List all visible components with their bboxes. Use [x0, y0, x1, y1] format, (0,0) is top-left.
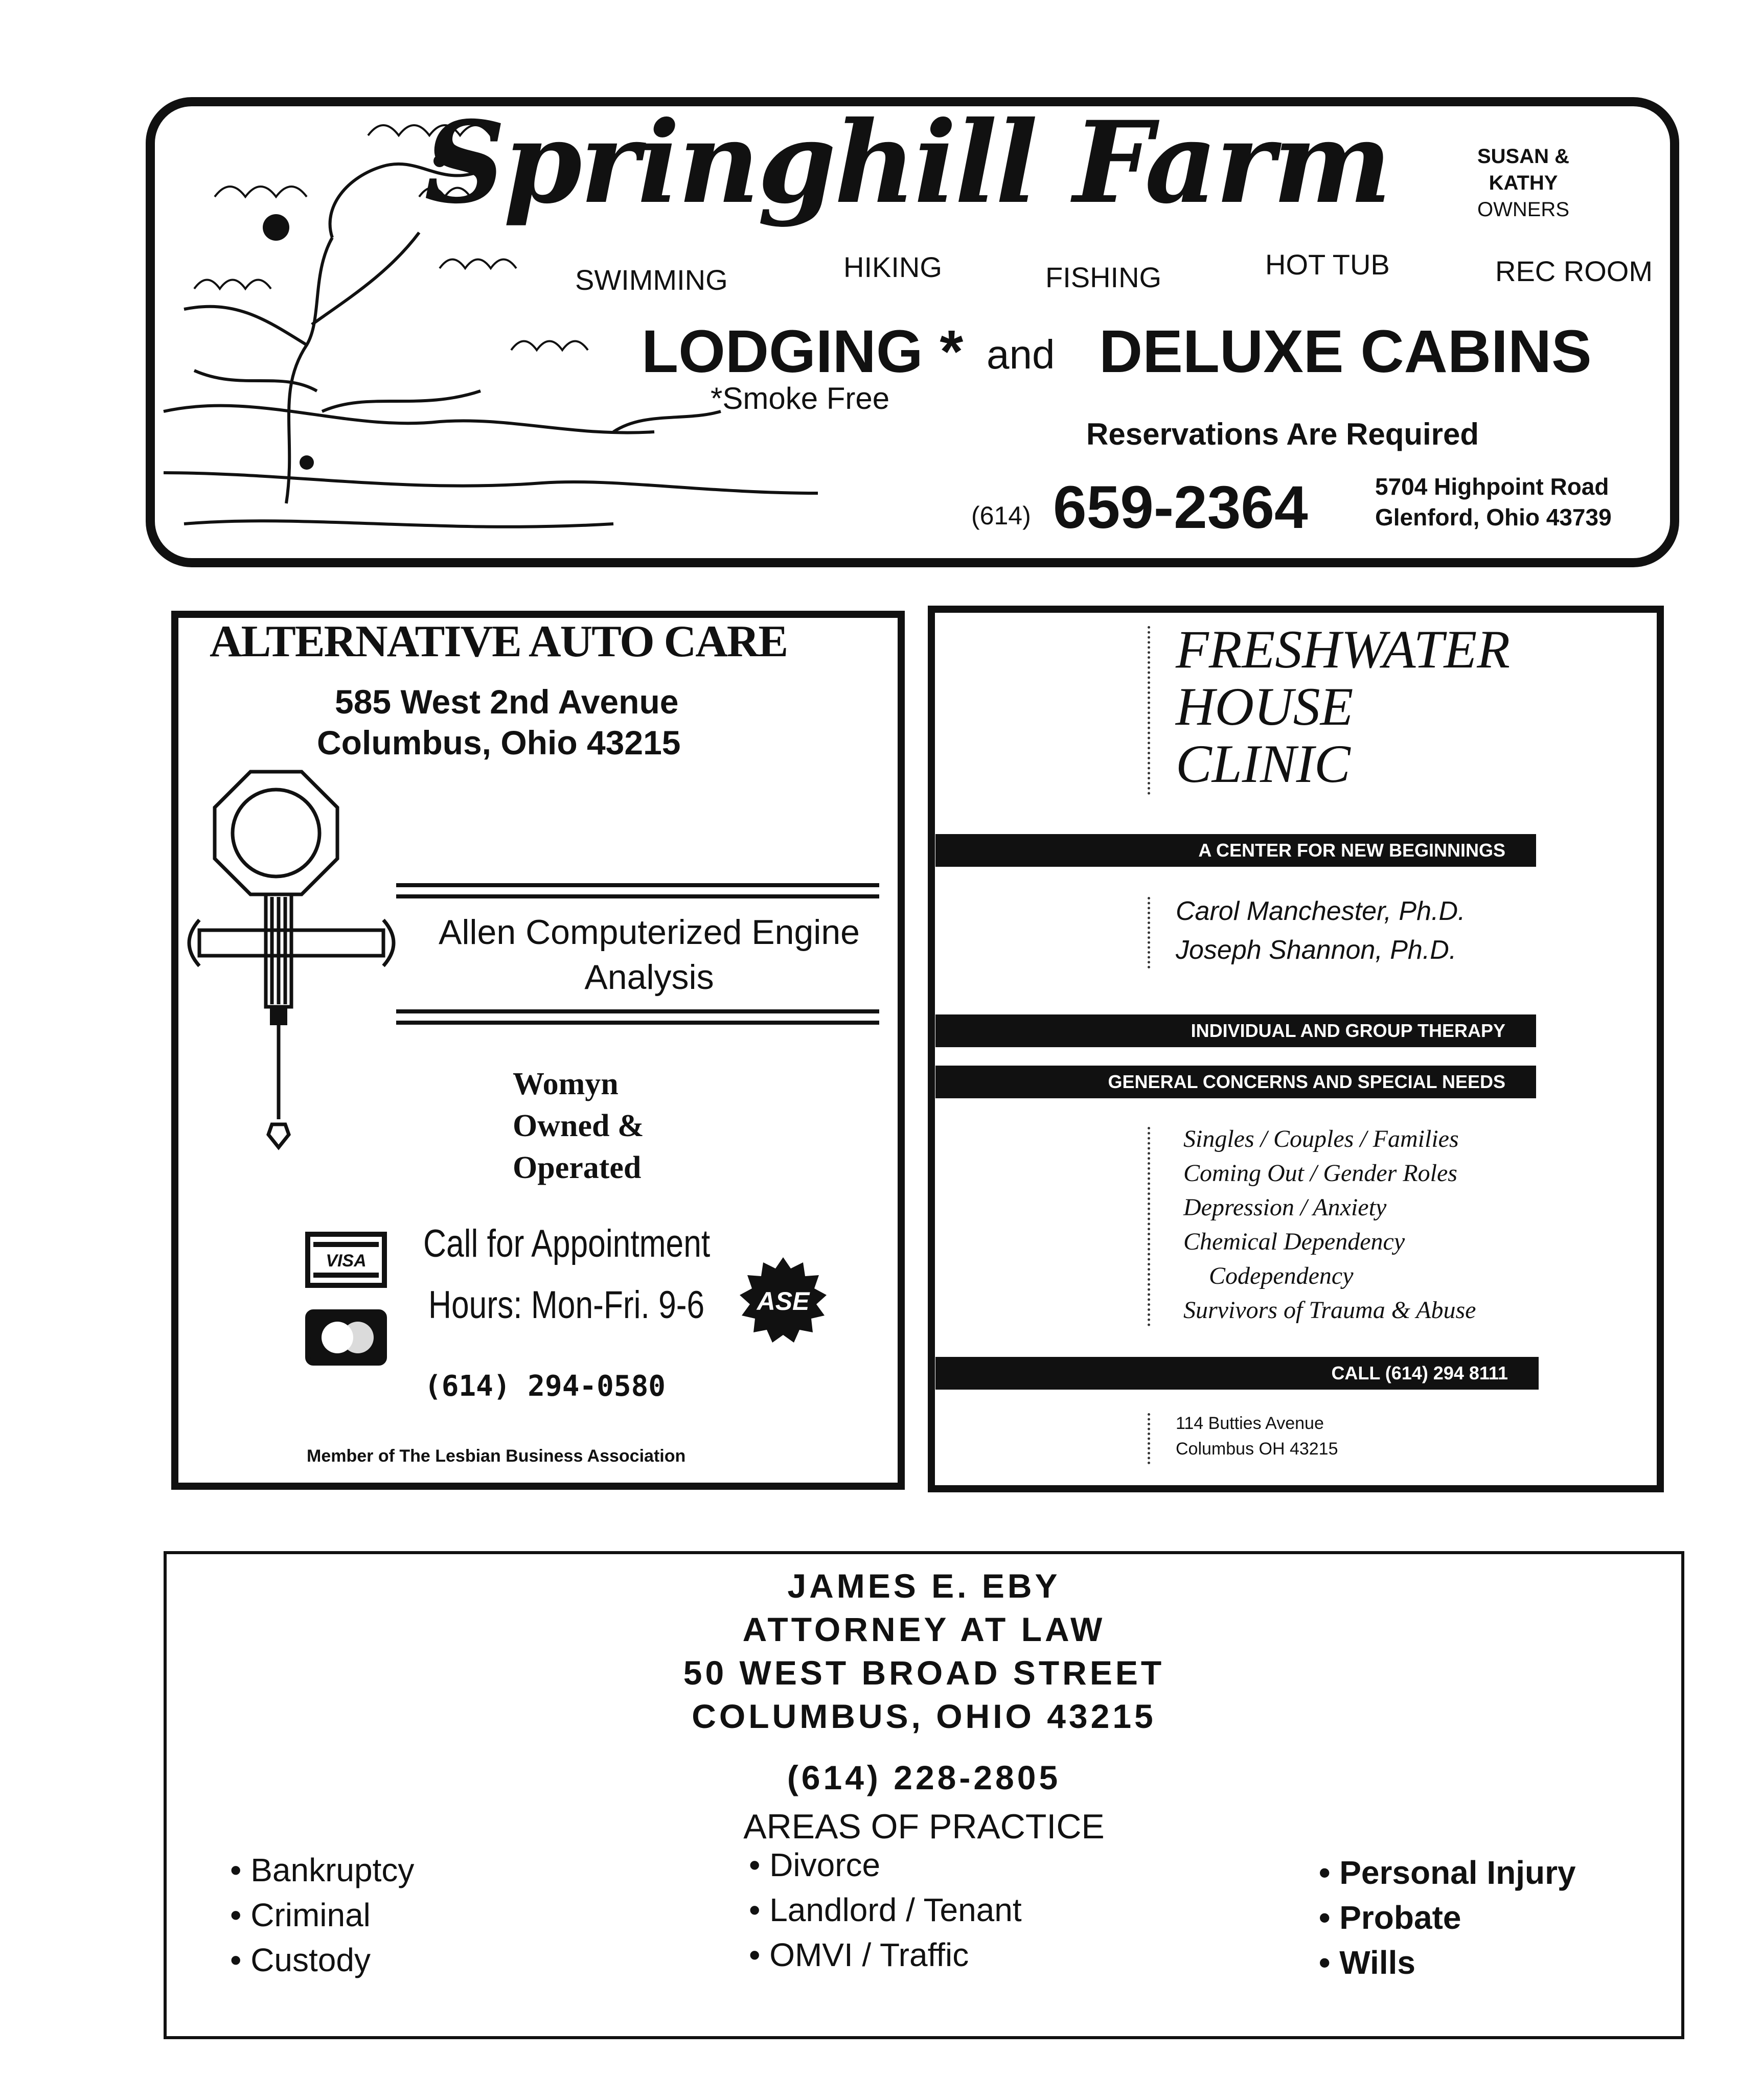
analysis-line: Allen Computerized Engine [438, 913, 860, 952]
clinic-address [1176, 1411, 1338, 1462]
call-bar: CALL (614) 294 8111 [935, 1357, 1539, 1390]
visa-label: VISA [326, 1251, 367, 1271]
doctor-name: Carol Manchester, Ph.D. [1176, 896, 1466, 926]
clinic-title-line: CLINIC [1176, 734, 1351, 794]
practice-item: • Bankruptcy [230, 1852, 415, 1888]
member-association: Member of The Lesbian Business Association [307, 1446, 686, 1466]
farm-address-city: Glenford, Ohio 43739 [1375, 504, 1612, 530]
womyn-line: Operated [513, 1150, 642, 1185]
auto-title: ALTERNATIVE AUTO CARE [210, 617, 788, 666]
auto-phone: (614) 294-0580 [424, 1370, 666, 1403]
practice-item: • OMVI / Traffic [749, 1936, 969, 1973]
ase-label: ASE [757, 1287, 810, 1316]
general-concerns-bar: GENERAL CONCERNS AND SPECIAL NEEDS [935, 1066, 1536, 1098]
attorney-name: JAMES E. EBY [787, 1567, 1061, 1605]
attorney-street: 50 WEST BROAD STREET [683, 1654, 1165, 1692]
auto-hours: Hours: Mon-Fri. 9-6 [428, 1283, 705, 1327]
practice-column-3 [1319, 1850, 1576, 1985]
auto-address-city: Columbus, Ohio 43215 [317, 724, 681, 761]
attorney-phone: (614) 228-2805 [787, 1759, 1061, 1796]
concern-item: Coming Out / Gender Roles [1183, 1160, 1457, 1187]
tagline-bar: A CENTER FOR NEW BEGINNINGS [935, 834, 1536, 867]
owner-line: SUSAN & [1477, 145, 1570, 168]
practice-item: • Personal Injury [1319, 1854, 1576, 1891]
practice-item: • Criminal [230, 1897, 371, 1933]
amenity-rec-room: REC ROOM [1495, 255, 1653, 287]
dotted-rule [1148, 1413, 1150, 1464]
divider-line [396, 1021, 879, 1025]
smoke-free-note: *Smoke Free [711, 381, 890, 416]
clinic-doctors [1176, 892, 1465, 970]
cabins-heading: DELUXE CABINS [1099, 318, 1592, 385]
call-for-appointment: Call for Appointment [423, 1222, 711, 1265]
visa-card-icon [305, 1232, 387, 1288]
clinic-address-line: Columbus OH 43215 [1176, 1439, 1338, 1459]
womyn-owned-text [513, 1063, 644, 1189]
practice-item: • Divorce [749, 1847, 881, 1883]
amenity-hiking: HIKING [843, 251, 942, 283]
practice-column-2 [749, 1842, 1022, 1977]
engine-analysis-text [409, 910, 889, 1000]
dotted-rule [1148, 1127, 1150, 1326]
mastercard-icon [305, 1309, 387, 1366]
therapy-bar: INDIVIDUAL AND GROUP THERAPY [935, 1014, 1536, 1047]
amenity-swimming: SWIMMING [575, 264, 728, 296]
amenity-fishing: FISHING [1045, 261, 1162, 293]
clinic-title-line: FRESHWATER [1176, 619, 1510, 679]
clinic-title-line: HOUSE [1176, 677, 1354, 736]
clinic-title [1176, 621, 1510, 793]
concern-item: Depression / Anxiety [1183, 1194, 1387, 1221]
practice-item: • Landlord / Tenant [749, 1891, 1022, 1928]
practice-item: • Probate [1319, 1899, 1461, 1936]
attorney-title: ATTORNEY AT LAW [742, 1610, 1106, 1648]
reservations-note: Reservations Are Required [1086, 417, 1479, 451]
clinic-concerns-list [1183, 1122, 1476, 1327]
farm-owners [1472, 143, 1574, 223]
amenity-hot-tub: HOT TUB [1265, 248, 1390, 281]
dotted-rule [1148, 626, 1150, 795]
lodging-heading: LODGING * [642, 318, 964, 385]
practice-column-1 [230, 1848, 414, 1982]
and-word: and [987, 332, 1055, 377]
divider-line [396, 894, 879, 898]
owner-line: OWNERS [1477, 198, 1569, 221]
ase-badge-icon [739, 1257, 828, 1347]
owner-line: KATHY [1489, 172, 1558, 194]
concern-item: Singles / Couples / Families [1183, 1125, 1459, 1152]
clinic-address-line: 114 Butties Avenue [1176, 1414, 1324, 1433]
divider-line [396, 1009, 879, 1013]
areas-of-practice-heading: AREAS OF PRACTICE [743, 1807, 1105, 1846]
attorney-city: COLUMBUS, OHIO 43215 [692, 1697, 1156, 1735]
farm-title: Springhill Farm [424, 96, 1390, 228]
concern-item: Chemical Dependency [1183, 1228, 1405, 1255]
dotted-rule [1148, 897, 1150, 968]
concern-item: Survivors of Trauma & Abuse [1183, 1297, 1476, 1324]
practice-item: • Custody [230, 1942, 371, 1978]
divider-line [396, 883, 879, 887]
farm-phone: 659-2364 [1053, 474, 1308, 541]
concern-item: Codependency [1209, 1262, 1354, 1289]
farm-address-street: 5704 Highpoint Road [1375, 473, 1609, 500]
womyn-line: Owned & [513, 1109, 644, 1143]
farm-area-code: (614) [971, 501, 1031, 530]
practice-item: • Wills [1319, 1944, 1415, 1981]
womyn-line: Womyn [513, 1067, 619, 1101]
auto-address-street: 585 West 2nd Avenue [335, 683, 679, 721]
analysis-line: Analysis [584, 958, 714, 997]
wrench-tool-icon [179, 767, 404, 1175]
doctor-name: Joseph Shannon, Ph.D. [1176, 935, 1457, 965]
